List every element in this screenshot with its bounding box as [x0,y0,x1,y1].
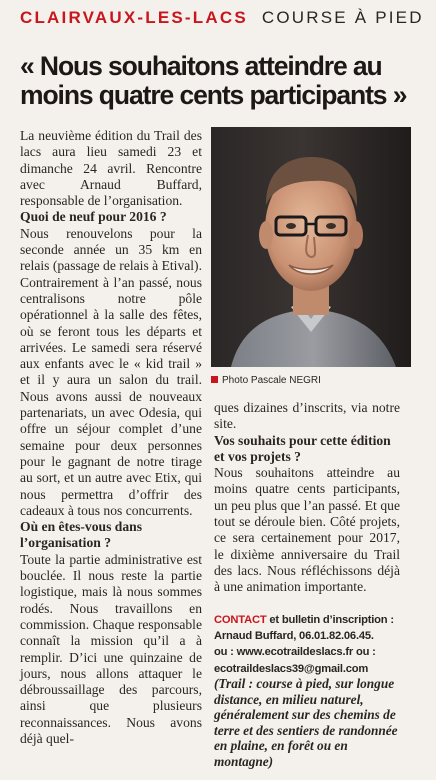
section-label: COURSE À PIED [261,8,424,27]
article-headline: « Nous souhaitons atteindre au moins quatre cents participants » [20,51,407,110]
answer-1: Nous renouvelons pour la seconde année un 35 km en relais (passage de relais à Etival). Contrairement à l’an passé, nous centralisons notre pôle opérationnel à la salle des fêtes, où se feront tous les départs et arrivées. Le samedi sera réservé aux enfants avec le « kid trail » et il y aura un salon du trail. Nous avons aussi de nouveaux partenariats, un avec Odesia, qui offre un séjour complet d’une semaine pour deux personnes pour le gagnant de notre tirage au sort, et un autre avec Etix, qui nous permettra d’offrir des cadeaux à tous nos concurrents. [20,225,202,518]
article-column-right [214,400,400,596]
contact-label: CONTACT [214,614,267,626]
answer-2-part-1: Toute la partie administrative est bouclée. Il nous reste la partie logistique, mais là nous sommes rodés. Nous travaillons en commission. Chaque responsable connaît la mission qu’il a à remplir. D’ici une quinzaine de jours, nous allons attaquer le débroussaillage des parcours, ainsi que plusieurs reconnaissances. Nous avons déjà quel- [20,551,202,746]
answer-3: Nous souhaitons atteindre au moins quatre cents participants, un peu plus que l’an passé. Et que tout se déroule bien. Côté projets, ce sera certainement pour 2017, le dixième anniversaire du Trail des lacs. Nous réfléchissons déjà à une animation importante. [214,465,400,595]
page-header [20,6,430,30]
question-1: Quoi de neuf pour 2016 ? [20,209,167,225]
contact-name-phone: Arnaud Buffard, 06.01.82.06.45. [214,630,374,643]
credit-square-icon [211,376,218,383]
contact-line-1 [214,612,414,628]
location-kicker: CLAIRVAUX-LES-LACS [20,8,248,27]
contact-box [214,612,414,677]
contact-line-1-rest: et bulletin d’inscription : [266,614,394,626]
photo-credit-text: Photo Pascale NEGRI [222,375,321,386]
article-intro: La neuvième édition du Trail des lacs aura lieu samedi 23 et dimanche 24 avril. Rencontre avec Arnaud Buffard, responsable de l’organisation. [20,128,202,209]
answer-2-part-2: ques dizaines d’inscrits, via notre site. [214,400,400,432]
contact-email: ecotraildeslacs39@gmail.com [214,662,369,675]
portrait-photo [211,127,411,367]
photo-credit [211,374,411,388]
contact-website: ou : www.ecotraildeslacs.fr ou : [214,646,376,659]
article-column-left [20,128,202,747]
question-3: Vos souhaits pour cette édition et vos projets ? [214,432,391,464]
question-2: Où en êtes-vous dans l’organisation ? [20,519,142,551]
trail-definition-note: (Trail : course à pied, sur longue distance, en milieu naturel, généralement sur des chemins de terre et des sentiers de randonnée en plaine, en forêt ou en montagne) [214,676,398,769]
